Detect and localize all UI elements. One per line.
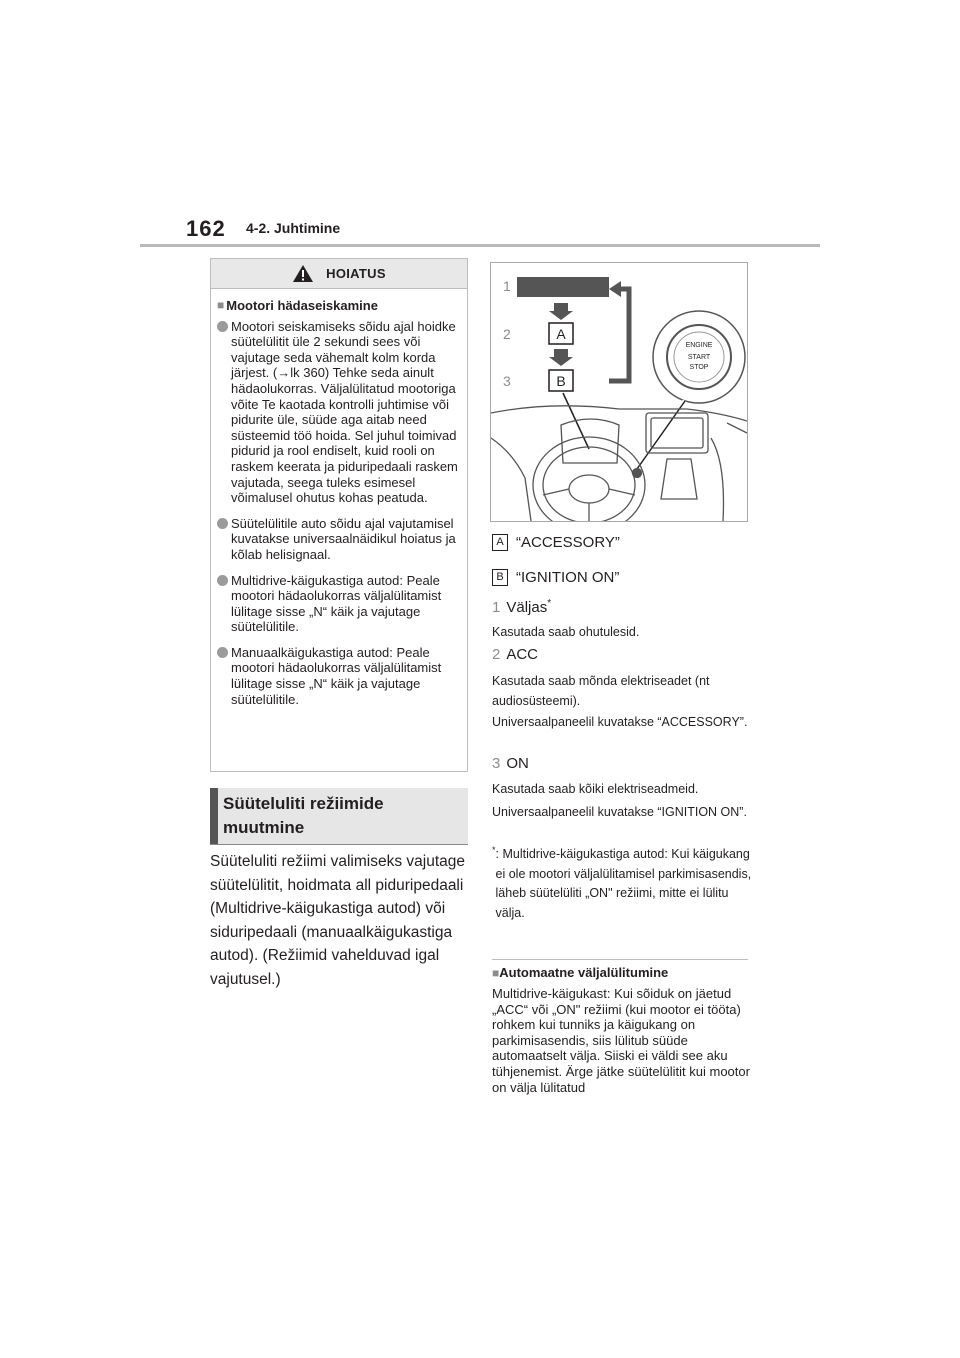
section-heading <box>210 788 468 845</box>
ignition-illustration <box>490 262 748 522</box>
bullet-dot-icon <box>217 647 228 658</box>
mode-on-desc: Kasutada saab kõiki elektriseadmeid. <box>492 782 699 796</box>
warning-item: Mootori seiskamiseks sõidu ajal hoidke süütelülitit üle 2 sekundi sees või vajutage seda vähemalt kolm korda järjest. (→lk 360) Tehke seda ainult hädaolukorras. Väljalülitatud mootoriga võite Te kaotada kontrolli juhtimise või pidurite üle, süüde aga aitab need süsteemid töö hoida. Sel juhul toimivad pidurid ja rool endiselt, kuid rooli on raskem keerata ja piduripedaali raskem vajutada, seega tuleks esimesel võimalusel ohutus kohas peatuda. <box>217 319 461 506</box>
warning-header <box>211 259 467 289</box>
dashboard-drawing <box>491 406 747 521</box>
svg-text:ENGINE: ENGINE <box>685 342 713 349</box>
warning-item: Manuaalkäigukastiga autod: Peale mootori hädaolukorras väljalülitamist lülitage sisse „N“ käik ja vajutage süütelülitile. <box>217 645 461 707</box>
square-bullet-icon: ■ <box>492 966 500 980</box>
page-number: 162 <box>186 216 226 241</box>
auto-off-text: Multidrive-käigukast: Kui sõiduk on jäetud „ACC“ või „ON" režiimi (kui mootor ei tööta) rohkem kui tunniks ja käigukang on parkimisasendis, siis lülitub süüde automaatselt välja. Siiski ei väldi see aku tühjenemist. Ärge jätke süütelülitit kui mootor on välja lülitatud <box>492 986 750 1095</box>
section-heading-line2: muutmine <box>223 818 305 837</box>
svg-text:B: B <box>556 373 566 389</box>
heading-accent-bar <box>210 788 218 844</box>
svg-text:START: START <box>687 354 711 361</box>
section-title: 4-2. Juhtimine <box>246 220 341 236</box>
letter-a-label: A <box>492 534 508 551</box>
mode-off-desc: Kasutada saab ohutulesid. <box>492 625 640 639</box>
legend-item-b: B “IGNITION ON” <box>492 569 754 586</box>
bullet-dot-icon <box>217 575 228 586</box>
auto-off-heading: ■Automaatne väljalülitumine <box>492 965 669 980</box>
footnote: * : Multidrive-käigukastiga autod: Kui käigukang ei ole mootori väljalülitamisel parkimisasendis, läheb süütelüliti „ON" režiimi, mitte ei lülitu välja. <box>492 845 752 920</box>
warning-subheading: ■ Mootori hädaseiskamine <box>217 298 378 313</box>
section-divider <box>492 959 748 960</box>
warning-triangle-icon <box>292 264 314 283</box>
down-arrow-icon <box>549 349 573 366</box>
off-mode-bar <box>517 277 609 297</box>
mode-acc: 2 ACC <box>492 646 539 663</box>
svg-text:STOP: STOP <box>689 364 709 371</box>
warning-item: Süütelülitile auto sõidu ajal vajutamisel kuvatakse universaalnäidikul hoiatus ja kõlab helisignaal. <box>217 516 461 563</box>
header-divider <box>140 244 820 247</box>
mode-on-display: Universaalpaneelil kuvatakse “IGNITION ON”. <box>492 805 747 819</box>
svg-text:A: A <box>556 326 566 342</box>
step-1-label: 1 <box>503 278 511 294</box>
section-heading-line1: Süüteluliti režiimide <box>223 794 384 813</box>
bullet-dot-icon <box>217 321 228 332</box>
cycle-arrow <box>609 289 629 381</box>
mode-acc-desc: Kasutada saab mõnda elektriseadet (nt audiosüsteemi). <box>492 674 710 708</box>
warning-box <box>210 258 468 772</box>
warning-title: HOIATUS <box>326 266 386 281</box>
intro-paragraph: Süüteluliti režiimi valimiseks vajutage süütelülitit, hoidmata all piduripedaali (Multidrive-käigukastiga autod) või siduripedaali (manuaalkäigukastiga autod). (Režiimid vahelduvad igal vajutusel.) <box>210 853 465 988</box>
letter-b-label: B <box>492 569 508 586</box>
legend-item-a: A “ACCESSORY” <box>492 534 754 551</box>
step-2-label: 2 <box>503 326 511 342</box>
mode-on: 3 ON <box>492 755 529 772</box>
mode-off: 1 Väljas* <box>492 598 552 616</box>
mode-acc-display: Universaalpaneelil kuvatakse “ACCESSORY”. <box>492 715 748 729</box>
step-3-label: 3 <box>503 373 511 389</box>
bullet-dot-icon <box>217 518 228 529</box>
down-arrow-icon <box>549 303 573 320</box>
square-bullet-icon: ■ <box>217 298 225 312</box>
warning-item: Multidrive-käigukastiga autod: Peale mootori hädaolukorras väljalülitamist lülitage sisse „N“ käik ja vajutage süütelülitile. <box>217 573 461 635</box>
